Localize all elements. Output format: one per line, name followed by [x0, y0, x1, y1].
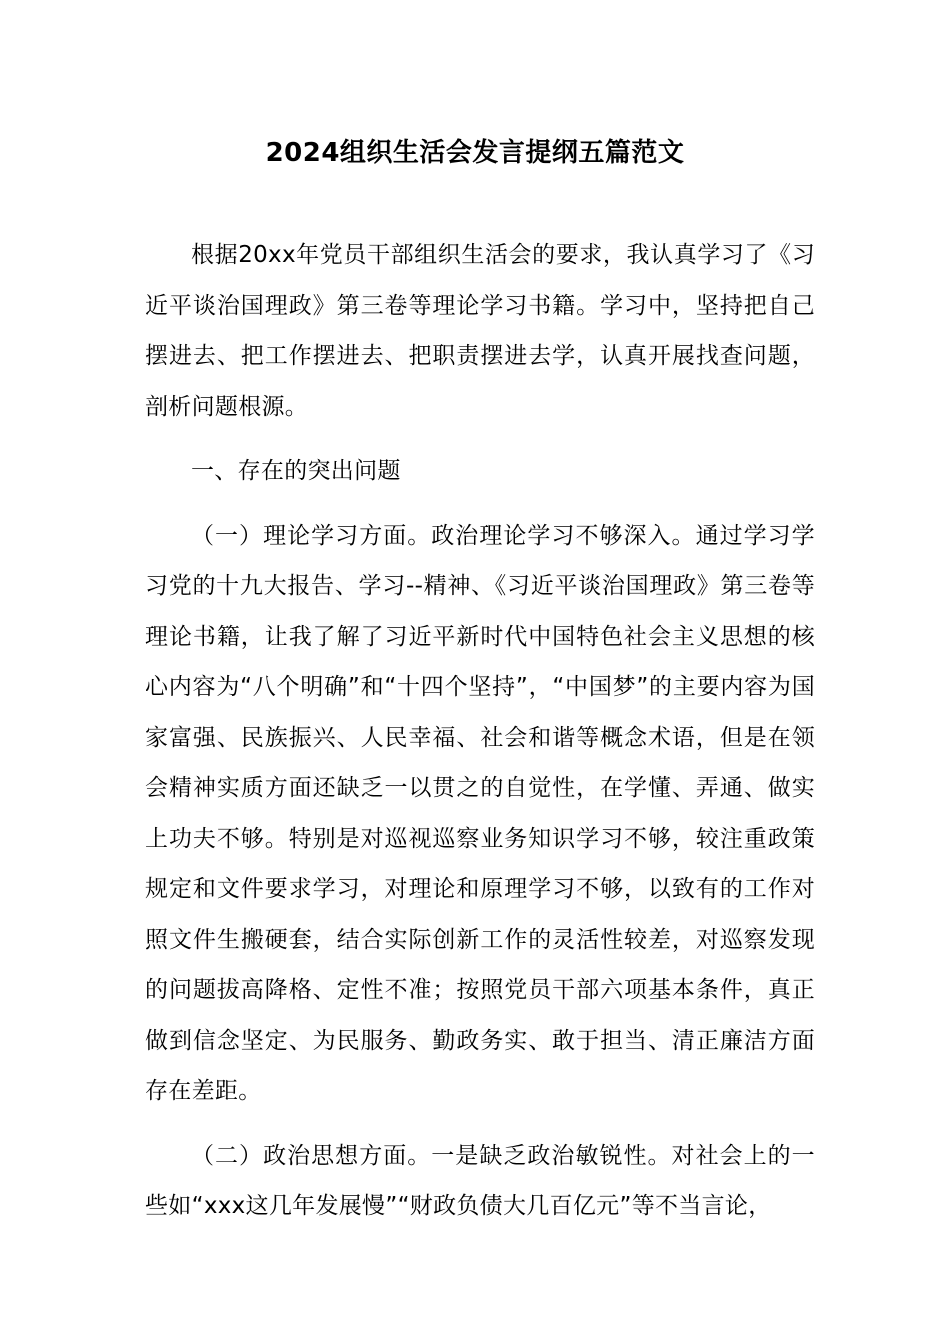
section-heading: 一、存在的突出问题 — [191, 458, 401, 484]
intro-paragraph: 根据20xx年党员干部组织生活会的要求，我认真学习了《习近平谈治国理政》第三卷等理论学习书籍。学习中，坚持把自己摆进去、把工作摆进去、把职责摆进去学，认真开展找查问题，剖析问题根源。 — [145, 242, 815, 420]
body-paragraph-theory-study: （一）理论学习方面。政治理论学习不够深入。通过学习学习党的十九大报告、学习--精神、《习近平谈治国理政》第三卷等理论书籍，让我了解了习近平新时代中国特色社会主义思想的核心内容为“八个明确”和“十四个坚持”，“中国梦”的主要内容为国家富强、民族振兴、人民幸福、社会和谐等概念术语，但是在领会精神实质方面还缺乏一以贯之的自觉性，在学懂、弄通、做实上功夫不够。特别是对巡视巡察业务知识学习不够，较注重政策规定和文件要求学习，对理论和原理学习不够，以致有的工作对照文件生搬硬套，结合实际创新工作的灵活性较差，对巡察发现的问题拔高降格、定性不准；按照党员干部六项基本条件，真正做到信念坚定、为民服务、勤政务实、敢于担当、清正廉洁方面存在差距。 — [145, 522, 815, 1104]
document-body — [145, 230, 815, 1232]
document-title: 2024组织生活会发言提纲五篇范文 — [265, 138, 685, 168]
body-paragraph-political-thought: （二）政治思想方面。一是缺乏政治敏锐性。对社会上的一些如“xxx这几年发展慢”“财政负债大几百亿元”等不当言论， — [145, 1142, 815, 1219]
